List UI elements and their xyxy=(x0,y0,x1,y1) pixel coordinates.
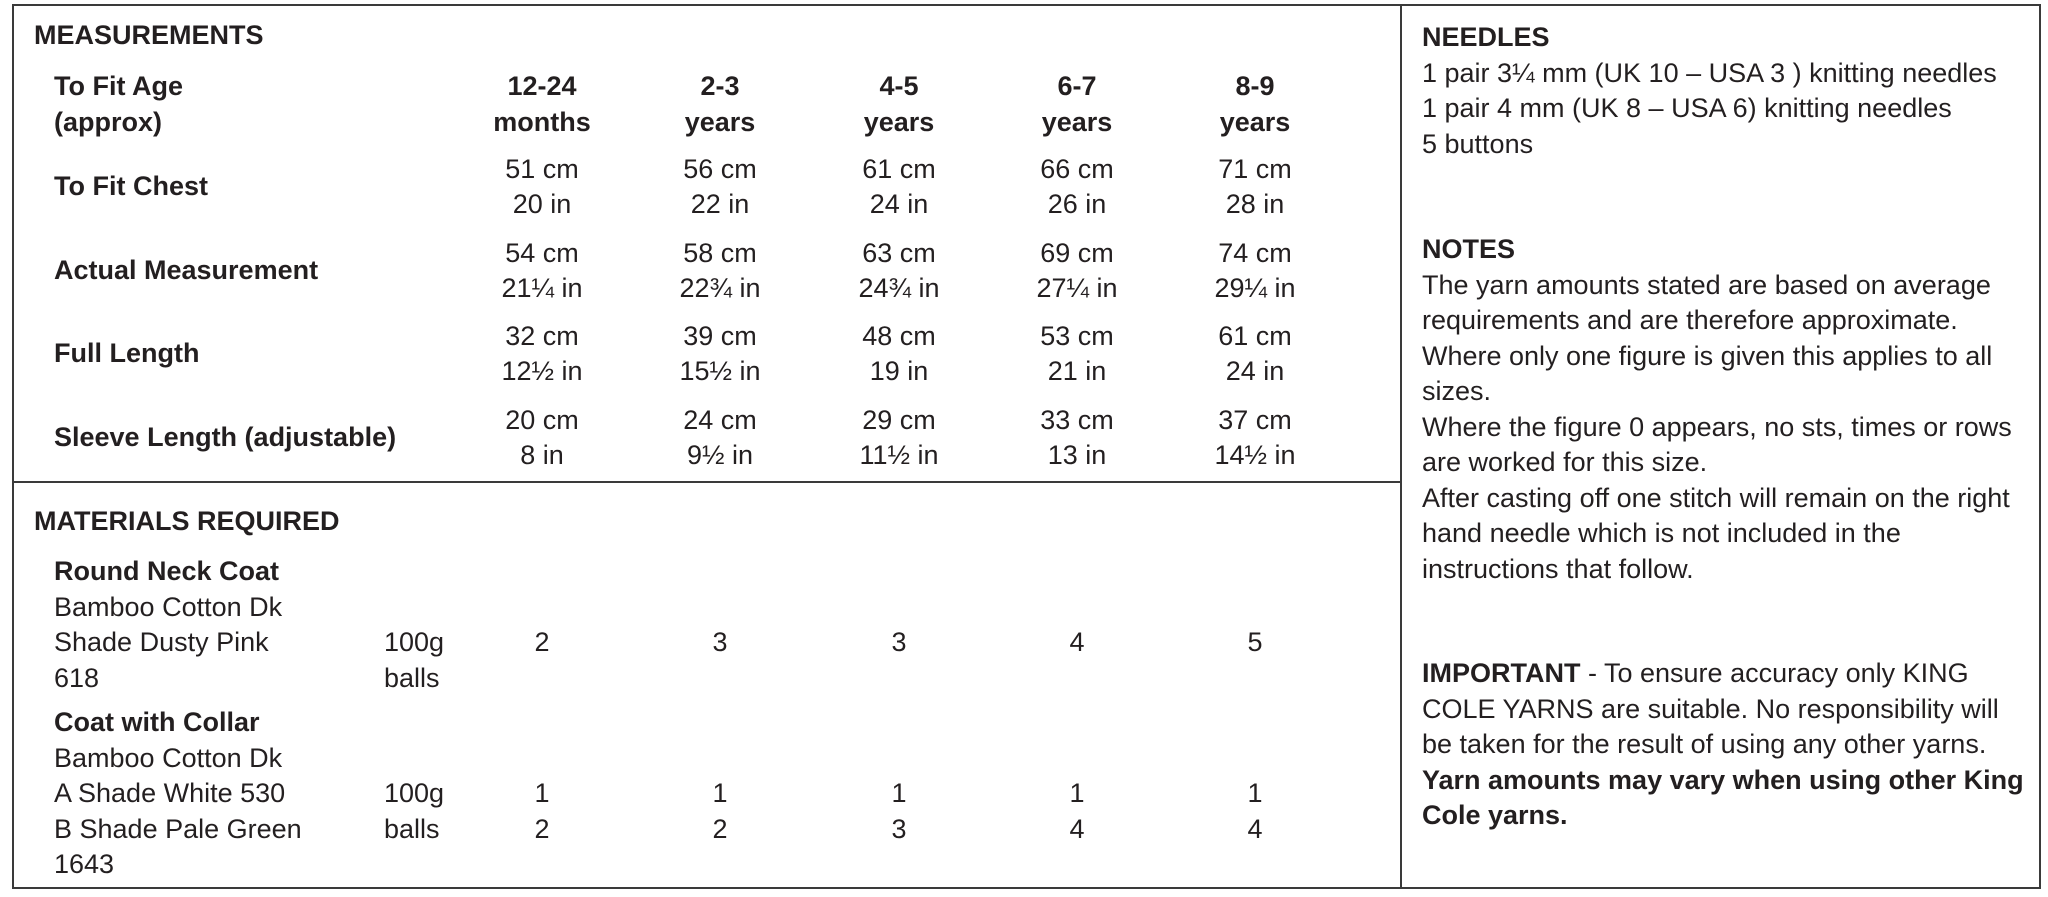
measurement-cm-value: 24 cm xyxy=(683,405,757,435)
notes-para-3: Where the figure 0 appears, no sts, times or rows are worked for this size. xyxy=(1422,411,2012,477)
measurement-in-value: 26 in xyxy=(1047,189,1107,219)
measurements-title: MEASUREMENTS xyxy=(34,20,264,50)
measurement-in-value: 29¼ in xyxy=(1214,273,1296,303)
important-title: IMPORTANT xyxy=(1422,658,1581,688)
collar-shade-a: A Shade White 530 xyxy=(54,778,286,808)
unit-weight: 100g xyxy=(384,627,445,657)
size-header-line2: years xyxy=(1041,107,1113,137)
measurement-cm-value: 37 cm xyxy=(1218,405,1292,435)
collar-shade-a-ball-count: 1 xyxy=(534,778,550,808)
measurement-cm-value: 53 cm xyxy=(1040,321,1114,351)
round-neck-ball-count: 2 xyxy=(534,627,550,657)
measurement-in-value: 14½ in xyxy=(1214,440,1296,470)
collar-shade-b-ball-count: 2 xyxy=(534,814,550,844)
measurement-cm-value: 71 cm xyxy=(1218,154,1292,184)
measurement-cm-value: 20 cm xyxy=(505,405,579,435)
measurement-cm-value: 58 cm xyxy=(683,238,757,268)
collar-shade-a-ball-count: 1 xyxy=(891,778,907,808)
collar-shade-b: B Shade Pale Green xyxy=(54,813,302,844)
measurement-row-label: Full Length xyxy=(54,338,200,368)
measurement-cm-value: 51 cm xyxy=(505,154,579,184)
measurement-cm-value: 56 cm xyxy=(683,154,757,184)
size-header-line1: 2-3 xyxy=(700,71,740,101)
collar-yarn: Bamboo Cotton Dk xyxy=(54,742,283,773)
measurement-cm-value: 66 cm xyxy=(1040,154,1114,184)
needles-line-3: 5 buttons xyxy=(1422,128,1534,159)
notes-section xyxy=(1422,232,2032,587)
unit-balls: balls xyxy=(384,662,440,693)
round-neck-ball-count: 5 xyxy=(1247,627,1263,657)
round-neck-shade-code: 618 xyxy=(54,662,100,693)
measurement-cm-value: 61 cm xyxy=(1218,321,1292,351)
round-neck-ball-count: 3 xyxy=(712,627,728,657)
measurement-cm-value: 48 cm xyxy=(862,321,936,351)
measurement-in-value: 19 in xyxy=(869,356,929,386)
measurement-in-value: 22¾ in xyxy=(679,273,761,303)
collar-shade-a-ball-count: 1 xyxy=(712,778,728,808)
important-section xyxy=(1422,656,2032,834)
round-neck-ball-count: 3 xyxy=(891,627,907,657)
measurement-in-value: 12½ in xyxy=(501,356,583,386)
pattern-info-panel xyxy=(12,4,2041,889)
notes-title: NOTES xyxy=(1422,234,1516,264)
size-header-line2: months xyxy=(493,107,591,137)
needles-title: NEEDLES xyxy=(1422,22,1550,52)
size-header-line1: 8-9 xyxy=(1235,71,1275,101)
measurement-in-value: 24 in xyxy=(1225,356,1285,386)
measurement-row-label: Actual Measurement xyxy=(54,255,319,285)
round-neck-yarn: Bamboo Cotton Dk xyxy=(54,591,283,622)
measurement-in-value: 8 in xyxy=(520,440,564,470)
needles-section xyxy=(1422,20,2032,162)
important-body: - To ensure accuracy only KING COLE YARNS are suitable. No responsibility will be taken for the result of using any other yarns. xyxy=(1422,658,1999,759)
needles-line-2: 1 pair 4 mm (UK 8 – USA 6) knitting needles xyxy=(1422,93,1952,123)
measurement-cm-value: 32 cm xyxy=(505,321,579,351)
notes-para-4: After casting off one stitch will remain on the right hand needle which is not included in the instructions that follow. xyxy=(1422,482,2010,584)
important-bold-note: Yarn amounts may vary when using other King Cole yarns. xyxy=(1422,764,2024,830)
measurement-cm-value: 29 cm xyxy=(862,405,936,435)
measurement-cm-value: 39 cm xyxy=(683,321,757,351)
measurement-cm-value: 69 cm xyxy=(1040,238,1114,268)
age-label-line1: To Fit Age xyxy=(54,71,183,101)
size-header-line1: 6-7 xyxy=(1057,71,1097,101)
collar-title: Coat with Collar xyxy=(54,707,260,737)
important-text xyxy=(1422,656,2032,763)
size-header-line2: years xyxy=(684,107,756,137)
measurement-row-label: To Fit Chest xyxy=(54,171,208,201)
collar-shade-b-ball-count: 4 xyxy=(1069,814,1085,844)
measurement-in-value: 15½ in xyxy=(679,356,761,386)
size-header-line1: 12-24 xyxy=(507,71,577,101)
measurement-cm-value: 63 cm xyxy=(862,238,936,268)
round-neck-unit xyxy=(384,625,444,696)
measurement-in-value: 24¾ in xyxy=(858,273,940,303)
size-header-line1: 4-5 xyxy=(879,71,919,101)
measurement-row-label: Sleeve Length (adjustable) xyxy=(54,422,397,452)
round-neck-block xyxy=(54,554,282,696)
collar-shade-a-ball-count: 1 xyxy=(1247,778,1263,808)
measurement-cm-value: 54 cm xyxy=(505,238,579,268)
round-neck-title: Round Neck Coat xyxy=(54,556,280,586)
measurement-in-value: 20 in xyxy=(512,189,572,219)
horizontal-divider xyxy=(14,481,1401,483)
notes-para-2: Where only one figure is given this applies to all sizes. xyxy=(1422,340,1993,406)
measurement-in-value: 11½ in xyxy=(859,440,939,470)
notes-para-1: The yarn amounts stated are based on average requirements and are therefore approximate. xyxy=(1422,269,1991,335)
collar-shade-a-ball-count: 1 xyxy=(1069,778,1085,808)
age-label xyxy=(54,68,183,140)
measurement-in-value: 21 in xyxy=(1047,356,1107,386)
measurement-in-value: 13 in xyxy=(1047,440,1107,470)
collar-shade-b-code: 1643 xyxy=(54,849,115,879)
collar-shade-b-ball-count: 3 xyxy=(891,814,907,844)
unit-weight: 100g xyxy=(384,778,445,808)
size-header-line2: years xyxy=(863,107,935,137)
collar-unit xyxy=(384,776,444,847)
collar-block xyxy=(54,705,302,883)
measurement-in-value: 24 in xyxy=(869,189,929,219)
measurement-in-value: 22 in xyxy=(690,189,750,219)
measurement-in-value: 21¼ in xyxy=(501,273,583,303)
measurement-cm-value: 61 cm xyxy=(862,154,936,184)
collar-shade-b-ball-count: 4 xyxy=(1247,814,1263,844)
size-header-line2: years xyxy=(1219,107,1291,137)
needles-line-1: 1 pair 3¼ mm (UK 10 – USA 3 ) knitting needles xyxy=(1422,57,1997,88)
round-neck-shade: Shade Dusty Pink xyxy=(54,627,269,657)
unit-balls: balls xyxy=(384,813,440,844)
age-label-line2: (approx) xyxy=(54,107,162,137)
measurement-in-value: 28 in xyxy=(1225,189,1285,219)
round-neck-ball-count: 4 xyxy=(1069,627,1085,657)
measurement-cm-value: 74 cm xyxy=(1218,238,1292,268)
vertical-divider xyxy=(1400,6,1402,887)
collar-shade-b-ball-count: 2 xyxy=(712,814,728,844)
measurement-in-value: 9½ in xyxy=(686,440,754,470)
materials-title: MATERIALS REQUIRED xyxy=(34,506,340,536)
measurement-cm-value: 33 cm xyxy=(1040,405,1114,435)
measurement-in-value: 27¼ in xyxy=(1036,273,1118,303)
